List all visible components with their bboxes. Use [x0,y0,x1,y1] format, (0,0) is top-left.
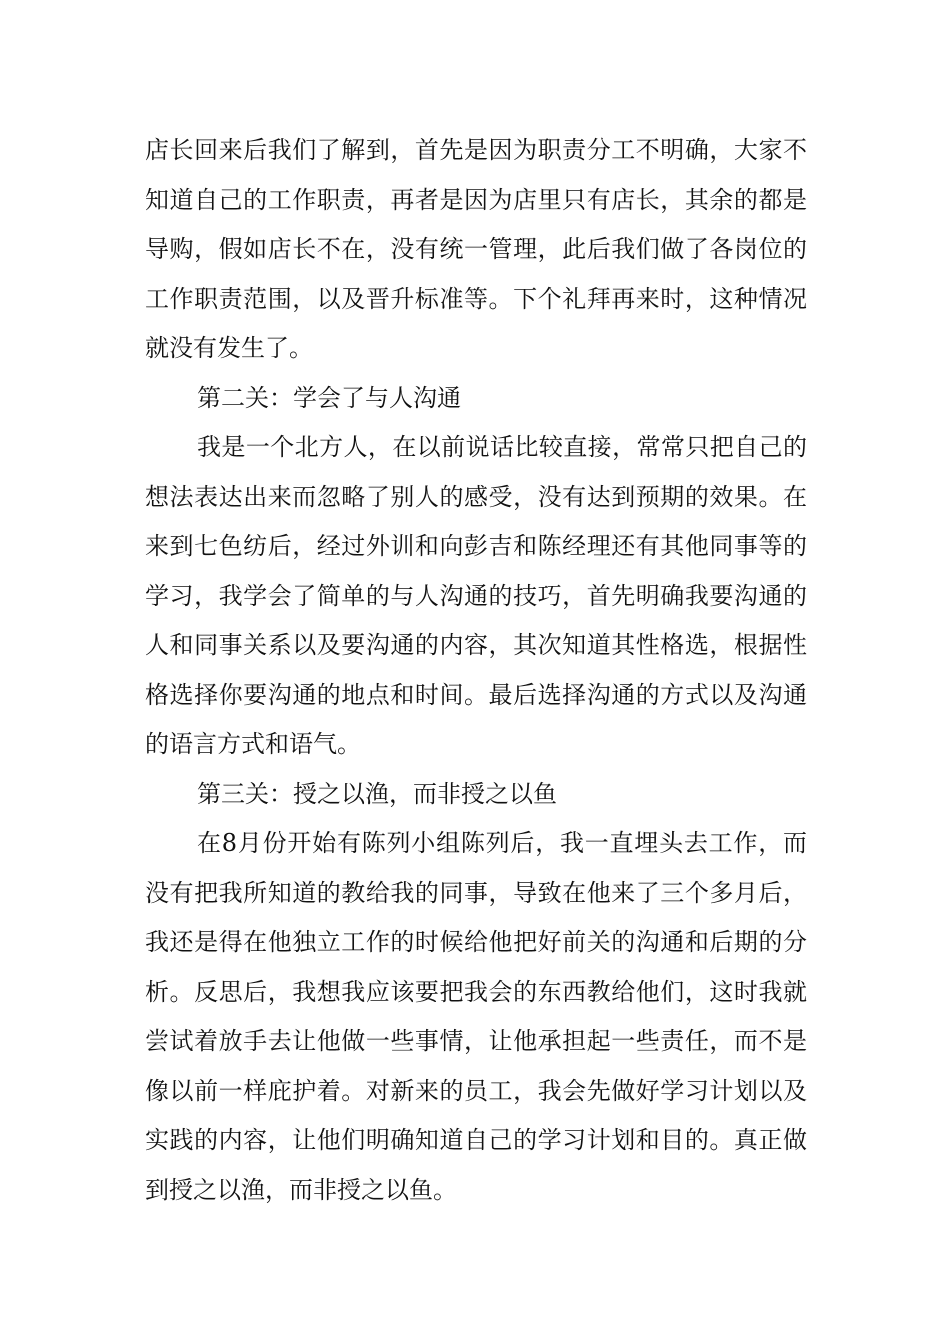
document-page [145,126,807,1215]
section-heading-2: 第二关：学会了与人沟通 [197,383,461,412]
section-heading-3: 第三关：授之以渔，而非授之以鱼 [197,779,557,808]
body-paragraph-1: 店长回来后我们了解到，首先是因为职责分工不明确，大家不知道自己的工作职责，再者是因为店里只有店长，其余的都是导购，假如店长不在，没有统一管理，此后我们做了各岗位的工作职责范围，以及晋升标准等。下个礼拜再来时，这种情况就没有发生了。 [145,136,807,362]
body-paragraph-2: 我是一个北方人，在以前说话比较直接，常常只把自己的想法表达出来而忽略了别人的感受，没有达到预期的效果。在来到七色纺后，经过外训和向彭吉和陈经理还有其他同事等的学习，我学会了简单的与人沟通的技巧，首先明确我要沟通的人和同事关系以及要沟通的内容，其次知道其性格选，根据性格选择你要沟通的地点和时间。最后选择沟通的方式以及沟通的语言方式和语气。 [145,433,807,758]
body-paragraph-3: 在8月份开始有陈列小组陈列后，我一直埋头去工作，而没有把我所知道的教给我的同事，导致在他来了三个多月后，我还是得在他独立工作的时候给他把好前关的沟通和后期的分析。反思后，我想我应该要把我会的东西教给他们，这时我就尝试着放手去让他做一些事情，让他承担起一些责任，而不是像以前一样庇护着。对新来的员工，我会先做好学习计划以及实践的内容，让他们明确知道自己的学习计划和目的。真正做到授之以渔，而非授之以鱼。 [145,829,807,1204]
